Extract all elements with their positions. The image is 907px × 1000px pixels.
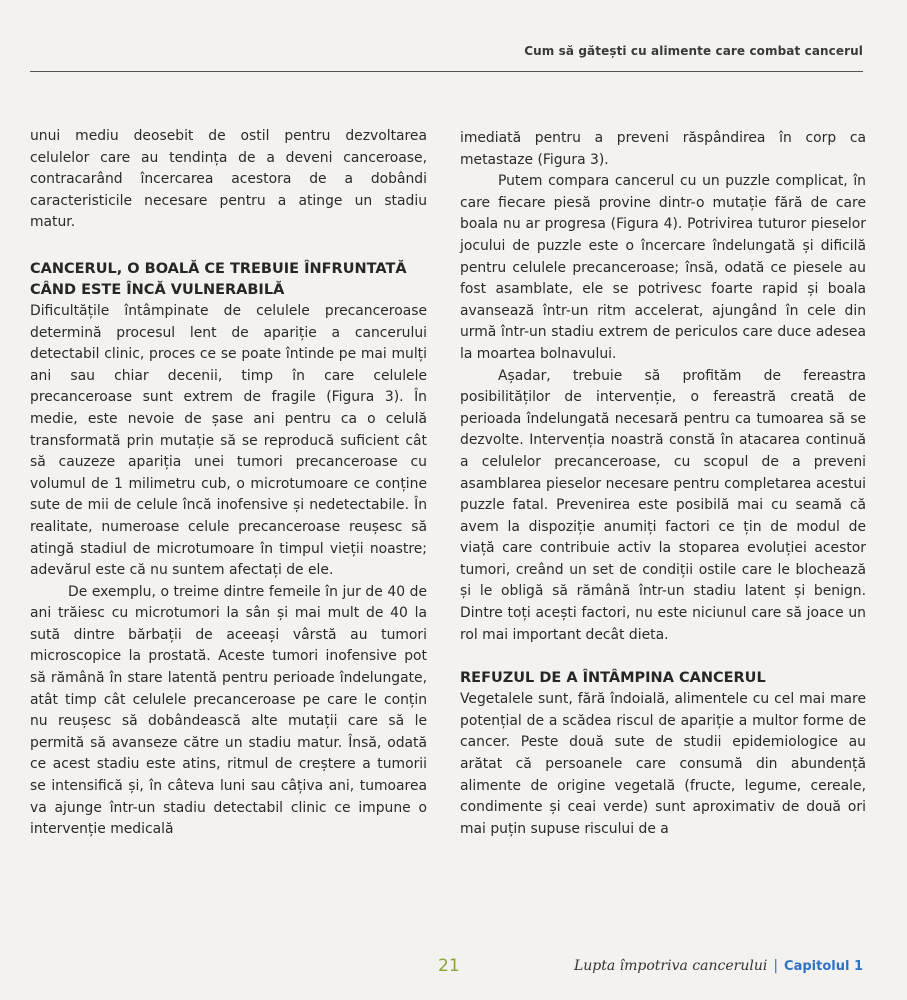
footer-separator: | bbox=[773, 958, 779, 974]
section-heading: CANCERUL, O BOALĂ CE TREBUIE ÎNFRUNTATĂ CÂND ESTE ÎNCĂ VULNERABILĂ bbox=[30, 260, 407, 298]
running-header-title: Cum să gătești cu alimente care combat cancerul bbox=[524, 44, 863, 58]
paragraph: Așadar, trebuie să profităm de fereastra posibilităților de intervenție, o fereastră creată de perioada îndelungată necesară pentru ca tumoarea să se dezvolte. Intervenția noastră constă în atacarea continuă a celulelor precanceroase, cu scopul de a preveni asamblarea pieselor necesare pentru completarea acestui puzzle fatal. Prevenirea este posibilă mai cu seamă că avem la dispoziție anumiți factori ce țin de modul de viață care contribuie activ la stoparea evoluției acestor tumori, creând un set de condiții ostile care le blochează și le obligă să rămână într-un stadiu latent și benign. Dintre toți acești factori, nu este niciunul care să joace un rol mai important decât dieta. bbox=[460, 367, 866, 643]
paragraph: Putem compara cancerul cu un puzzle complicat, în care fiecare piesă provine dintr-o mutație fără de care boala nu ar progresa (Figura 4). Potrivirea tuturor pieselor jocului de puzzle este o încercare îndelungată și dificilă pentru celulele precanceroase; însă, odată ce piesele au fost asamblate, ele se potrivesc foarte rapid și boala avansează într-un ritm accelerat, ajungând în cele din urmă într-un stadiu extrem de periculos care duce adesea la moartea bolnavului. bbox=[460, 173, 866, 362]
footer-book-info bbox=[574, 958, 863, 974]
paragraph: unui mediu deosebit de ostil pentru dezvoltarea celulelor care au tendința de a deveni canceroase, contracarând încercarea acestora de a dobândi caracteristicile necesare pentru a atinge un stadiu matur. bbox=[30, 128, 427, 231]
right-column bbox=[460, 128, 866, 840]
page-number: 21 bbox=[438, 956, 460, 976]
paragraph: Vegetalele sunt, fără îndoială, alimentele cu cel mai mare potențial de a scădea riscul de apariție a multor forme de cancer. Peste două sute de studii epidemiologice au arătat că persoanele care consumă din abundență alimente de origine vegetală (fructe, legume, cereale, condimente și ceai verde) sunt aproximativ de două ori mai puțin supuse riscului de a bbox=[460, 691, 866, 837]
paragraph: Dificultățile întâmpinate de celulele precanceroase determină procesul lent de apariție a cancerului detectabil clinic, proces ce se poate întinde pe mai mulți ani sau chiar decenii, timp în care celulele precanceroase sunt extrem de fragile (Figura 3). În medie, este nevoie de șase ani pentru ca o celulă transformată prin mutație să se reproducă suficient cât să cauzeze apariția unei tumori precanceroase cu volumul de 1 milimetru cub, o microtumoare ce conține sute de mii de celule încă inofensive și nedetectabile. În realitate, numeroase celule precanceroase reușesc să atingă stadiul de microtumoare în timpul vieții noastre; adevărul este că nu suntem afectați de ele. bbox=[30, 302, 427, 579]
left-column bbox=[30, 126, 427, 841]
footer-chapter: Capitolul 1 bbox=[784, 959, 863, 974]
header-divider bbox=[30, 71, 863, 72]
footer-book-title: Lupta împotriva cancerului bbox=[573, 958, 768, 974]
paragraph: imediată pentru a preveni răspândirea în corp ca metastaze (Figura 3). bbox=[460, 130, 866, 168]
paragraph: De exemplu, o treime dintre femeile în jur de 40 de ani trăiesc cu microtumori la sân și mai mult de 40 la sută dintre bărbații de aceeași vârstă au tumori microscopice la prostată. Aceste tumori inofensive pot să rămână în stare latentă pentru perioade îndelungate, atât timp cât celulele precanceroase pe care le conțin nu reușesc să dobândească alte mutații care să le permită să avanseze către un stadiu matur. Însă, odată ce acest stadiu este atins, ritmul de creștere a tumorii se intensifică și, în câteva luni sau câțiva ani, tumoarea va ajunge într-un stadiu detectabil clinic ce impune o intervenție medicală bbox=[30, 583, 427, 838]
section-heading: REFUZUL DE A ÎNTÂMPINA CANCERUL bbox=[460, 670, 766, 687]
